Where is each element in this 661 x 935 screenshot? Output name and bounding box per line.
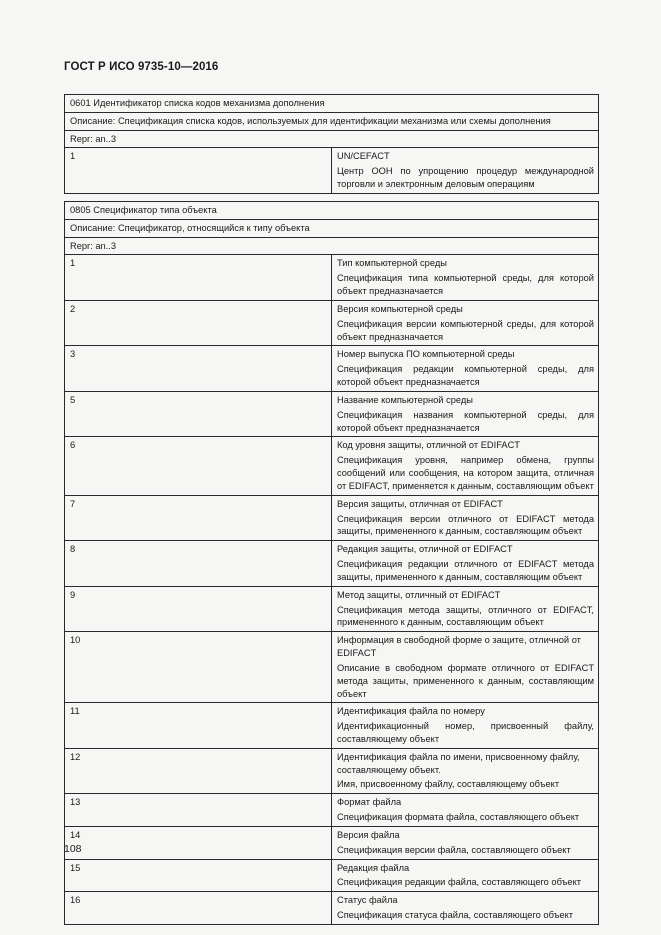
code-value: 8: [65, 541, 332, 586]
table-description: Описание: Спецификация списка кодов, используемых для идентификации механизма или схемы дополнения: [65, 112, 599, 130]
table-description-row: [65, 112, 599, 130]
table-row: [65, 391, 599, 436]
table-row: [65, 586, 599, 631]
code-description: Спецификация редакции файла, составляющего объект: [337, 877, 582, 888]
code-name: Версия файла: [337, 829, 400, 840]
code-entry: [332, 437, 599, 495]
code-description: Описание в свободном формате отличного от EDIFACT метода защиты, примененного к данным, составляющим объект: [337, 662, 594, 699]
code-value: 12: [65, 748, 332, 793]
code-description: Спецификация редакции компьютерной среды, для которой объект предназначается: [337, 364, 594, 388]
code-entry: [332, 892, 599, 925]
table-title-row: [65, 95, 599, 113]
code-value: 16: [65, 892, 332, 925]
code-value: 2: [65, 300, 332, 345]
code-description: Спецификация названия компьютерной среды, для которой объект предназначается: [337, 409, 594, 433]
code-description: Спецификация редакции отличного от EDIFACT метода защиты, примененного к данным, составляющим объект: [337, 559, 594, 582]
page-number: 108: [64, 843, 82, 855]
table-row: [65, 541, 599, 586]
code-entry: [332, 148, 599, 193]
code-description: Спецификация уровня, например обмена, группы сообщений или сообщения, на котором защита, отличная от EDIFACT, применяется к данным, составляющим объект: [337, 455, 594, 491]
code-value: 6: [65, 437, 332, 495]
code-value: 3: [65, 346, 332, 391]
code-name: UN/CEFACT: [337, 151, 390, 162]
code-value: 11: [65, 703, 332, 748]
code-name: Редакция файла: [337, 862, 410, 873]
table-title: 0601 Идентификатор списка кодов механизма дополнения: [65, 95, 599, 113]
code-description: Спецификация версии файла, составляющего объект: [337, 844, 571, 855]
table-repr-row: [65, 237, 599, 255]
code-entry: [332, 794, 599, 827]
code-description: Имя, присвоенному файлу, составляющему объект: [337, 779, 560, 790]
code-name: Версия компьютерной среды: [337, 303, 463, 314]
code-name: Название компьютерной среды: [337, 394, 473, 405]
code-entry: [332, 255, 599, 300]
table-title: 0805 Спецификатор типа объекта: [65, 202, 599, 220]
code-name: Статус файла: [337, 895, 398, 906]
code-entry: [332, 346, 599, 391]
code-description: Спецификация версии отличного от EDIFACT метода защиты, примененного к данным, составляющим объект: [337, 513, 594, 537]
table-description: Описание: Спецификатор, относящийся к типу объекта: [65, 219, 599, 237]
code-value: 14: [65, 826, 332, 859]
code-description: Спецификация версии компьютерной среды, для которой объект предназначается: [337, 318, 594, 342]
code-entry: [332, 300, 599, 345]
table-row: [65, 300, 599, 345]
table-repr: Repr: an..3: [65, 130, 599, 148]
code-name: Идентификация файла по номеру: [337, 706, 485, 717]
code-name: Номер выпуска ПО компьютерной среды: [337, 349, 515, 360]
code-value: 10: [65, 632, 332, 703]
code-description: Спецификация статуса файла, составляющего объект: [337, 910, 574, 921]
table-row: [65, 892, 599, 925]
table-row: [65, 632, 599, 703]
table-row: [65, 255, 599, 300]
table-row: [65, 859, 599, 892]
code-entry: [332, 586, 599, 631]
table-title-row: [65, 202, 599, 220]
code-description: Идентификационный номер, присвоенный файлу, составляющему объект: [337, 721, 594, 744]
table-row: [65, 794, 599, 827]
code-description: Центр ООН по упрощению процедур международной торговли и электронным деловым операциям: [337, 166, 594, 190]
code-name: Код уровня защиты, отличной от EDIFACT: [337, 440, 520, 451]
table-repr-row: [65, 130, 599, 148]
code-name: Информация в свободной форме о защите, отличной от EDIFACT: [337, 635, 581, 659]
code-name: Версия защиты, отличная от EDIFACT: [337, 498, 503, 509]
code-value: 9: [65, 586, 332, 631]
code-name: Метод защиты, отличный от EDIFACT: [337, 589, 501, 600]
code-list-table-0805: [64, 201, 599, 925]
table-description-row: [65, 219, 599, 237]
code-value: 1: [65, 148, 332, 193]
code-entry: [332, 541, 599, 586]
code-value: 15: [65, 859, 332, 892]
code-description: Спецификация метода защиты, отличного от EDIFACT, примененного к данным, составляющим объект: [337, 604, 594, 628]
table-repr: Repr: an..3: [65, 237, 599, 255]
table-row: [65, 703, 599, 748]
code-value: 7: [65, 495, 332, 540]
code-entry: [332, 826, 599, 859]
code-name: Редакция защиты, отличной от EDIFACT: [337, 544, 513, 555]
code-value: 5: [65, 391, 332, 436]
table-row: [65, 346, 599, 391]
code-list-table-0601: [64, 94, 599, 194]
table-row: [65, 437, 599, 495]
code-value: 1: [65, 255, 332, 300]
table-row: [65, 826, 599, 859]
code-description: Спецификация формата файла, составляющего объект: [337, 812, 580, 823]
code-entry: [332, 391, 599, 436]
table-row: [65, 148, 599, 193]
code-entry: [332, 495, 599, 540]
code-value: 13: [65, 794, 332, 827]
code-description: Спецификация типа компьютерной среды, для которой объект предназначается: [337, 273, 594, 297]
code-entry: [332, 703, 599, 748]
code-entry: [332, 859, 599, 892]
code-entry: [332, 632, 599, 703]
code-name: Формат файла: [337, 797, 402, 808]
document-header: ГОСТ Р ИСО 9735-10—2016: [64, 61, 219, 73]
code-name: Тип компьютерной среды: [337, 258, 447, 269]
table-row: [65, 748, 599, 793]
code-name: Идентификация файла по имени, присвоенному файлу, составляющему объект.: [337, 751, 580, 775]
code-entry: [332, 748, 599, 793]
table-row: [65, 495, 599, 540]
